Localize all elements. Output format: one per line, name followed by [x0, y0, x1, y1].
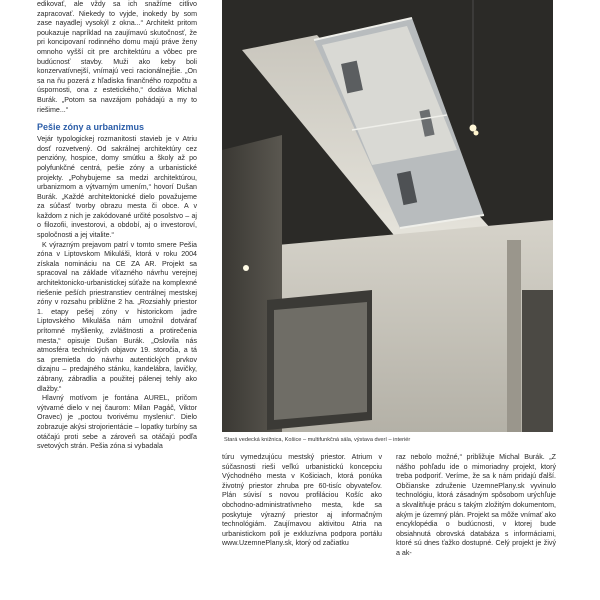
middle-text-column — [222, 453, 382, 549]
article-paragraph: raz nebolo možné,“ približuje Michal Burák. „Z nášho pohľadu ide o mimoriadny projekt, ktorý treba podporiť. Veríme, že sa k nám pridajú ďalší. Občianske združenie UzemnePlany.sk vyvinulo technológiu, ktorá zásadným spôsobom urýchľuje a skvalitňuje prácu s takým zložitým dokumentom, akým je územný plán. Projekt sa môže vnímať ako encyklopédia o budúcnosti, v ktorej bude obsiahnutá obrovská databáza s informáciami, ktoré sú dnes ťažko dostupné. Celý projekt je živý a ak- — [396, 453, 556, 557]
interior-photo-illustration — [222, 0, 553, 432]
article-paragraph: Hlavný motívom je fontána AUREL, pričom výtvarné dielo v nej čaurom: Milan Pagáč, Viktor Oravec) je „poctou tvorivému mysleniu“. Dielo zobrazuje akýsi strojorientácie – lopatky turbíny sa otáčajú proti sebe a zároveň sa otáčajú podľa svetových strán. Pešia zóna si vybadala — [37, 394, 197, 451]
section-subheading: Pešie zóny a urbanizmus — [37, 122, 145, 133]
right-text-column — [396, 453, 556, 559]
left-text-column — [37, 0, 197, 452]
article-paragraph: Vejár typologickej rozmanitosti stavieb je v Atriu dosť rozvetvený. Od sakrálnej architektúry cez penzióny, hospice, domy smútku a školy až po polyfunkčné centrá, pešie zóny a urbanistické projekty. „Pohybujeme sa medzi architektúrou, urbanizmom a výtvarným umením,“ hovorí Dušan Burák. „Každé architektonické dielo považujeme za súčasť tvorby obrazu mesta či obce. A v každom z nich je zakódované určité posolstvo – aj o filozofii, investorovi, a období, aj o investoroví, spoločnosti a jej vitalite.“ — [37, 135, 197, 240]
article-paragraph: K výrazným prejavom patrí v tomto smere Pešia zóna v Liptovskom Mikuláši, ktorá v roku 2004 získala nomináciu na CE ZA AR. Projekt sa spracoval na základe víťazného návrhu verejnej architektonicko-urbanistickej súťaže na komplexné riešenie peších priestranstiev centrálnej mestskej zóny v rozsahu približne 2 ha. „Rozsiahly priestor 1. etapy pešej zóny v historickom jadre Liptovského Mikuláša nám umožnil dotvárať prítomné myšlienky, zvláštnosti a protirečenia mesta,“ opisuje Dušan Burák. „Oslovila nás atmosféra technických objavov 19. storočia, a tá sa premietla do návrhu autentických prvkov dizajnu – predajného stánku, kandelábra, lavičky, zábrany, zábradlia a použitej pálenej tehly ako dlažby.“ — [37, 240, 197, 393]
article-paragraph: túru vymedzujúcu mestský priestor. Atrium v súčasnosti rieši veľkú urbanistickú koncepciu Východného mesta v Košiciach, ktorá ponúka životný priestor zhruba pre 60-tisíc obyvateľov. Plán súvisí s novou profiláciou Košíc ako obchodno-administratívneho mesta, kde sa poskytuje výrazný priestor aj informačným technológiám. Zaujímavou aktivitou Atria na urbanistickom poli je exkluzívna podpora portálu www.UzemnePlany.sk, ktorý od začiatku — [222, 453, 382, 548]
interior-photo — [222, 0, 553, 432]
photo-caption: Stará vedecká knižnica, Košice – multifunkčná sála, výstava dverí – interiér — [224, 437, 411, 443]
article-paragraph: edikovať, ale vždy sa ich snažíme citlivo zapracovať. Niekedy to vyjde, inokedy by som zase nayadlej vysokýl z okna...“ Architekt pritom poukazuje napríklad na zaujímavú skutočnosť, že pri koncipovaní rodinného domu majú práve ženy omnoho vyšší cit pre architektúru a vôbec pre budúcnosť stavby. Muži ako keby boli konzervatívnejší, vnímajú veci racionálnejšie. „On sa na ňu pozerá z hľadiska finančného rozpočtu a úspornosti, ona z estetického,“ dodáva Michal Burák. „Potom sa navzájom pohádajú a my to riešime...“ — [37, 0, 197, 114]
